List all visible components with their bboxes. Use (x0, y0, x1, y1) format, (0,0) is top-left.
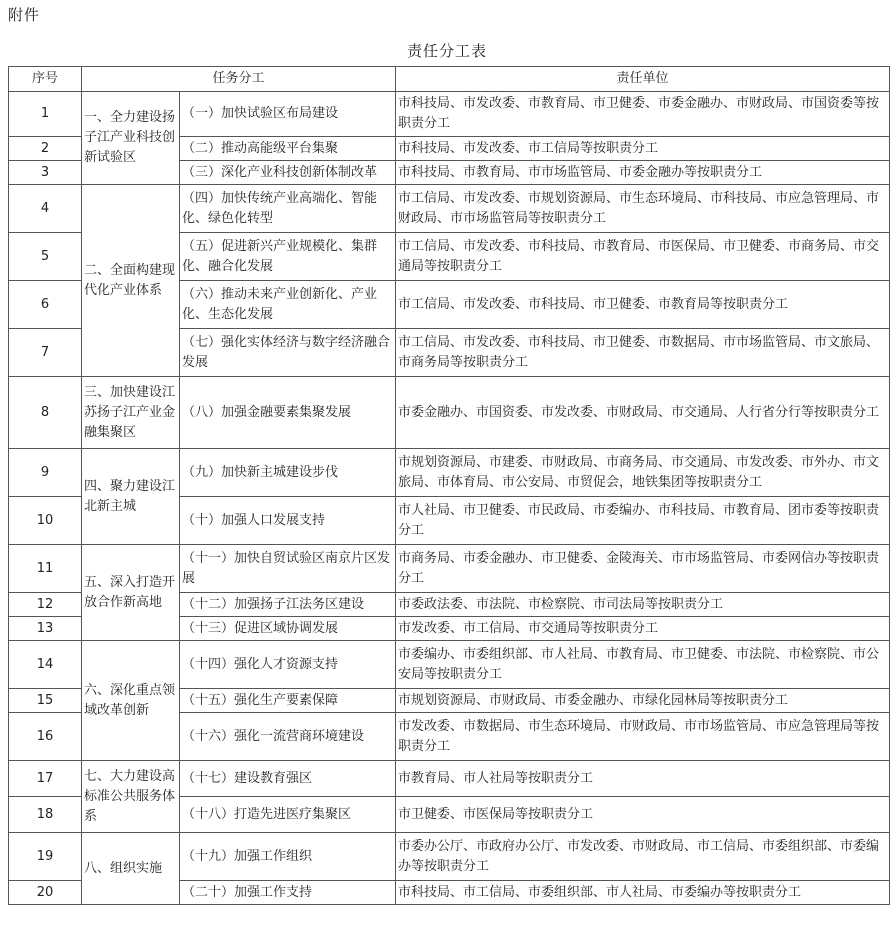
task-item: （十九）加强工作组织 (180, 833, 396, 881)
column-header-task: 任务分工 (82, 67, 396, 92)
row-number: 16 (9, 713, 82, 761)
table-header-row (9, 67, 890, 92)
responsible-units: 市发改委、市数据局、市生态环境局、市财政局、市市场监管局、市应急管理局等按职责分工 (396, 713, 890, 761)
task-item: （十一）加快自贸试验区南京片区发展 (180, 545, 396, 593)
table-row (9, 641, 890, 689)
row-number: 9 (9, 449, 82, 497)
task-item: （八）加强金融要素集聚发展 (180, 377, 396, 449)
row-number: 5 (9, 233, 82, 281)
responsible-units: 市工信局、市发改委、市科技局、市卫健委、市教育局等按职责分工 (396, 281, 890, 329)
task-item: （四）加快传统产业高端化、智能化、绿色化转型 (180, 185, 396, 233)
responsible-units: 市工信局、市发改委、市规划资源局、市生态环境局、市科技局、市应急管理局、市财政局、市市场监管局等按职责分工 (396, 185, 890, 233)
task-item: （二）推动高能级平台集聚 (180, 137, 396, 161)
responsible-units: 市委金融办、市国资委、市发改委、市财政局、市交通局、人行省分行等按职责分工 (396, 377, 890, 449)
responsible-units: 市委编办、市委组织部、市人社局、市教育局、市卫健委、市法院、市检察院、市公安局等按职责分工 (396, 641, 890, 689)
row-number: 2 (9, 137, 82, 161)
task-item: （十七）建设教育强区 (180, 761, 396, 797)
responsible-units: 市科技局、市发改委、市教育局、市卫健委、市委金融办、市财政局、市国资委等按职责分工 (396, 92, 890, 137)
task-category: 八、组织实施 (82, 833, 180, 905)
responsible-units: 市发改委、市工信局、市交通局等按职责分工 (396, 617, 890, 641)
attachment-label: 附件 (8, 6, 41, 24)
responsible-units: 市工信局、市发改委、市科技局、市教育局、市医保局、市卫健委、市商务局、市交通局等按职责分工 (396, 233, 890, 281)
row-number: 1 (9, 92, 82, 137)
task-item: （十四）强化人才资源支持 (180, 641, 396, 689)
table-title: 责任分工表 (406, 42, 487, 60)
table-row (9, 449, 890, 497)
responsible-units: 市教育局、市人社局等按职责分工 (396, 761, 890, 797)
task-item: （十八）打造先进医疗集聚区 (180, 797, 396, 833)
row-number: 11 (9, 545, 82, 593)
task-category: 一、全力建设扬子江产业科技创新试验区 (82, 92, 180, 185)
column-header-num: 序号 (9, 67, 82, 92)
row-number: 12 (9, 593, 82, 617)
row-number: 3 (9, 161, 82, 185)
responsible-units: 市规划资源局、市建委、市财政局、市商务局、市交通局、市发改委、市外办、市文旅局、市体育局、市公安局、市贸促会，地铁集团等按职责分工 (396, 449, 890, 497)
responsible-units: 市科技局、市工信局、市委组织部、市人社局、市委编办等按职责分工 (396, 881, 890, 905)
responsible-units: 市科技局、市发改委、市工信局等按职责分工 (396, 137, 890, 161)
task-item: （十六）强化一流营商环境建设 (180, 713, 396, 761)
row-number: 14 (9, 641, 82, 689)
row-number: 4 (9, 185, 82, 233)
task-item: （十五）强化生产要素保障 (180, 689, 396, 713)
row-number: 15 (9, 689, 82, 713)
task-item: （五）促进新兴产业规模化、集群化、融合化发展 (180, 233, 396, 281)
row-number: 7 (9, 329, 82, 377)
row-number: 18 (9, 797, 82, 833)
row-number: 17 (9, 761, 82, 797)
row-number: 8 (9, 377, 82, 449)
row-number: 6 (9, 281, 82, 329)
task-item: （十）加强人口发展支持 (180, 497, 396, 545)
row-number: 13 (9, 617, 82, 641)
responsible-units: 市委政法委、市法院、市检察院、市司法局等按职责分工 (396, 593, 890, 617)
task-item: （十二）加强扬子江法务区建设 (180, 593, 396, 617)
column-header-unit: 责任单位 (396, 67, 890, 92)
table-body (9, 92, 890, 905)
table-row (9, 92, 890, 137)
task-category: 七、大力建设高标准公共服务体系 (82, 761, 180, 833)
row-number: 20 (9, 881, 82, 905)
responsible-units: 市商务局、市委金融办、市卫健委、金陵海关、市市场监管局、市委网信办等按职责分工 (396, 545, 890, 593)
table-row (9, 545, 890, 593)
task-category: 二、全面构建现代化产业体系 (82, 185, 180, 377)
task-item: （九）加快新主城建设步伐 (180, 449, 396, 497)
responsible-units: 市工信局、市发改委、市科技局、市卫健委、市数据局、市市场监管局、市文旅局、市商务局等按职责分工 (396, 329, 890, 377)
responsible-units: 市人社局、市卫健委、市民政局、市委编办、市科技局、市教育局、团市委等按职责分工 (396, 497, 890, 545)
task-item: （一）加快试验区布局建设 (180, 92, 396, 137)
task-category: 五、深入打造开放合作新高地 (82, 545, 180, 641)
responsible-units: 市科技局、市教育局、市市场监管局、市委金融办等按职责分工 (396, 161, 890, 185)
table-row (9, 761, 890, 797)
table-row (9, 185, 890, 233)
task-item: （七）强化实体经济与数字经济融合发展 (180, 329, 396, 377)
responsibility-table (8, 66, 890, 905)
task-category: 三、加快建设江苏扬子江产业金融集聚区 (82, 377, 180, 449)
task-category: 四、聚力建设江北新主城 (82, 449, 180, 545)
task-item: （六）推动未来产业创新化、产业化、生态化发展 (180, 281, 396, 329)
responsible-units: 市委办公厅、市政府办公厅、市发改委、市财政局、市工信局、市委组织部、市委编办等按职责分工 (396, 833, 890, 881)
task-category: 六、深化重点领域改革创新 (82, 641, 180, 761)
task-item: （三）深化产业科技创新体制改革 (180, 161, 396, 185)
task-item: （十三）促进区域协调发展 (180, 617, 396, 641)
table-row (9, 377, 890, 449)
responsible-units: 市卫健委、市医保局等按职责分工 (396, 797, 890, 833)
table-row (9, 833, 890, 881)
task-item: （二十）加强工作支持 (180, 881, 396, 905)
row-number: 19 (9, 833, 82, 881)
responsible-units: 市规划资源局、市财政局、市委金融办、市绿化园林局等按职责分工 (396, 689, 890, 713)
row-number: 10 (9, 497, 82, 545)
